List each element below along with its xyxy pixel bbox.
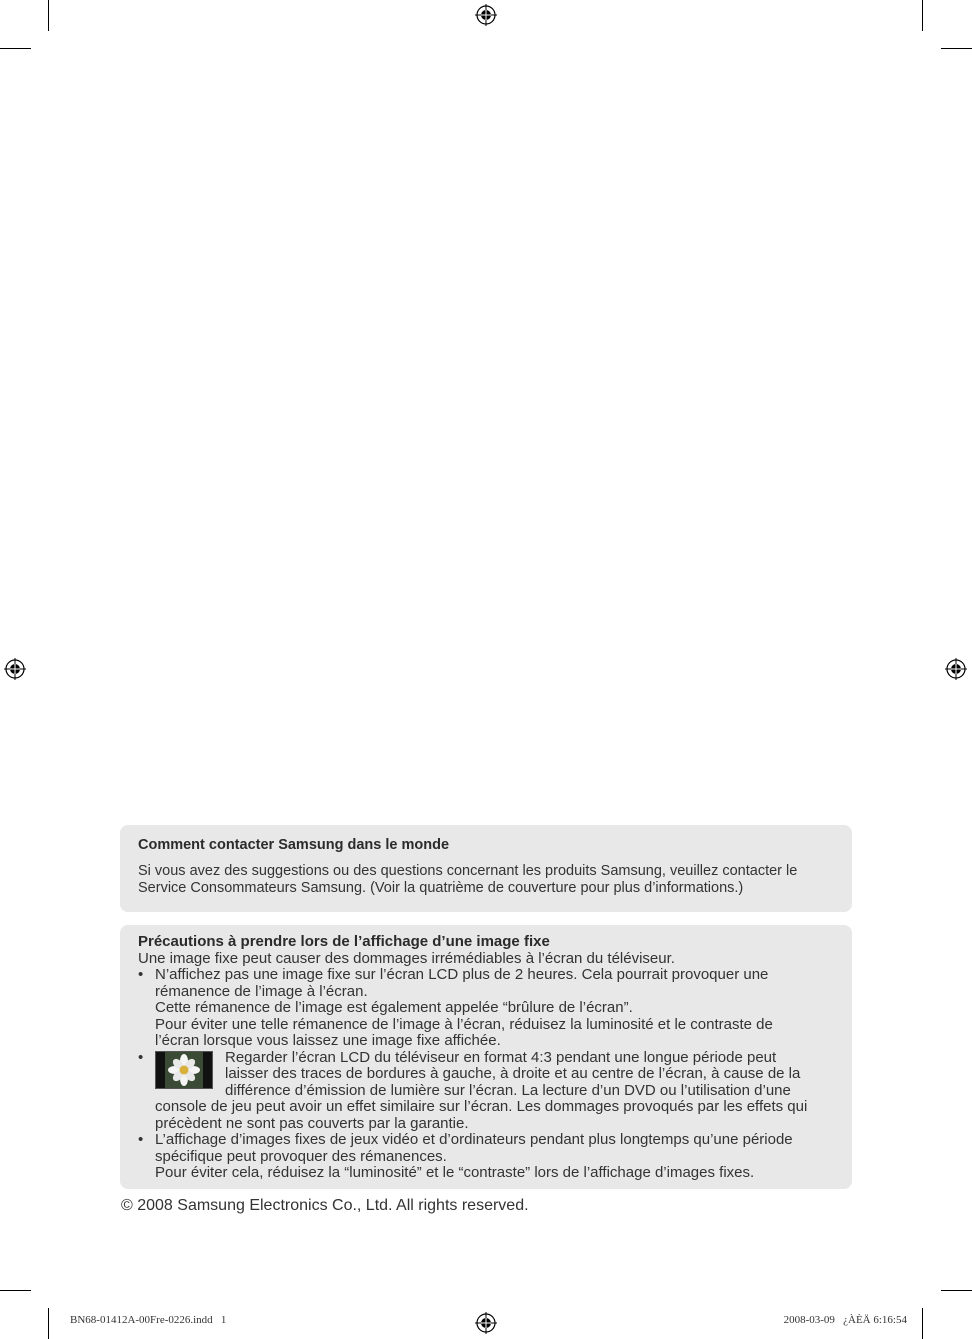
crop-mark	[922, 1308, 923, 1339]
precautions-intro: Une image fixe peut causer des dommages irrémédiables à l’écran du téléviseur.	[138, 949, 675, 967]
crop-mark	[0, 48, 31, 49]
file-slug-left: BN68-01412A-00Fre-0226.indd 1	[70, 1314, 227, 1326]
crop-mark	[941, 1290, 972, 1291]
contact-line: Si vous avez des suggestions ou des questions concernant les produits Samsung, veuillez contacter le	[138, 863, 798, 879]
bullet-item	[138, 967, 834, 1050]
crop-mark	[48, 0, 49, 31]
contact-text	[138, 863, 834, 897]
bullet-line: précèdent ne sont pas couverts par la garantie.	[155, 1114, 469, 1132]
bullet-line: Cette rémanence de l’image est également appelée “brûlure de l’écran”.	[155, 999, 633, 1016]
precautions-title: Précautions à prendre lors de l’affichage d’une image fixe	[138, 933, 550, 950]
bullet-line: Pour éviter une telle rémanence de l’image à l’écran, réduisez la luminosité et le contraste de	[155, 1015, 773, 1033]
crop-mark	[0, 1290, 31, 1291]
bullet-line: Regarder l’écran LCD du téléviseur en format 4:3 pendant une longue période peut	[225, 1048, 777, 1066]
bullet-line: spécifique peut provoquer des rémanences.	[155, 1147, 447, 1165]
bullet-line: console de jeu peut avoir un effet similaire sur l’écran. Les dommages provoqués par les effets qui	[155, 1098, 808, 1115]
flower-tv-icon	[155, 1051, 213, 1089]
copyright-notice: © 2008 Samsung Electronics Co., Ltd. All rights reserved.	[121, 1197, 529, 1214]
registration-mark-icon	[475, 4, 497, 26]
bullet-line: rémanence de l’image à l’écran.	[155, 982, 368, 1000]
bullet-line: différence d’émission de lumière sur l’écran. La lecture d’un DVD ou l’utilisation d’une	[225, 1081, 791, 1099]
crop-mark	[922, 0, 923, 31]
bullet-dot: •	[138, 1048, 144, 1066]
bullet-line: L’affichage d’images fixes de jeux vidéo et d’ordinateurs pendant plus longtemps qu’une période	[155, 1131, 793, 1148]
crop-mark	[941, 48, 972, 49]
image-text-row	[155, 1050, 834, 1100]
contact-title: Comment contacter Samsung dans le monde	[138, 837, 450, 853]
bullet-dot: •	[138, 966, 144, 983]
bullet-dot: •	[138, 1131, 144, 1148]
bullet-item	[138, 1132, 834, 1182]
bullet-line: l’écran lorsque vous laissez une image fixe affichée.	[155, 1032, 501, 1049]
precautions-box	[120, 925, 852, 1189]
bullet-item	[138, 1050, 834, 1133]
registration-mark-icon	[945, 658, 967, 680]
registration-mark-icon	[475, 1312, 497, 1334]
file-slug-right: 2008-03-09 ¿ÀÈÄ 6:16:54	[783, 1314, 907, 1326]
contact-line: Service Consommateurs Samsung. (Voir la quatrième de couverture pour plus d’informations.)	[138, 880, 744, 896]
bullet-line: Pour éviter cela, réduisez la “luminosité” et le “contraste” lors de l’affichage d’images fixes.	[155, 1164, 755, 1181]
bullet-line: laisser des traces de bordures à gauche, à droite et au centre de l’écran, à cause de la	[225, 1065, 801, 1082]
contact-box	[120, 825, 852, 912]
bullet-line: N’affichez pas une image fixe sur l’écran LCD plus de 2 heures. Cela pourrait provoquer une	[155, 966, 769, 983]
registration-mark-icon	[4, 658, 26, 680]
crop-mark	[48, 1308, 49, 1339]
